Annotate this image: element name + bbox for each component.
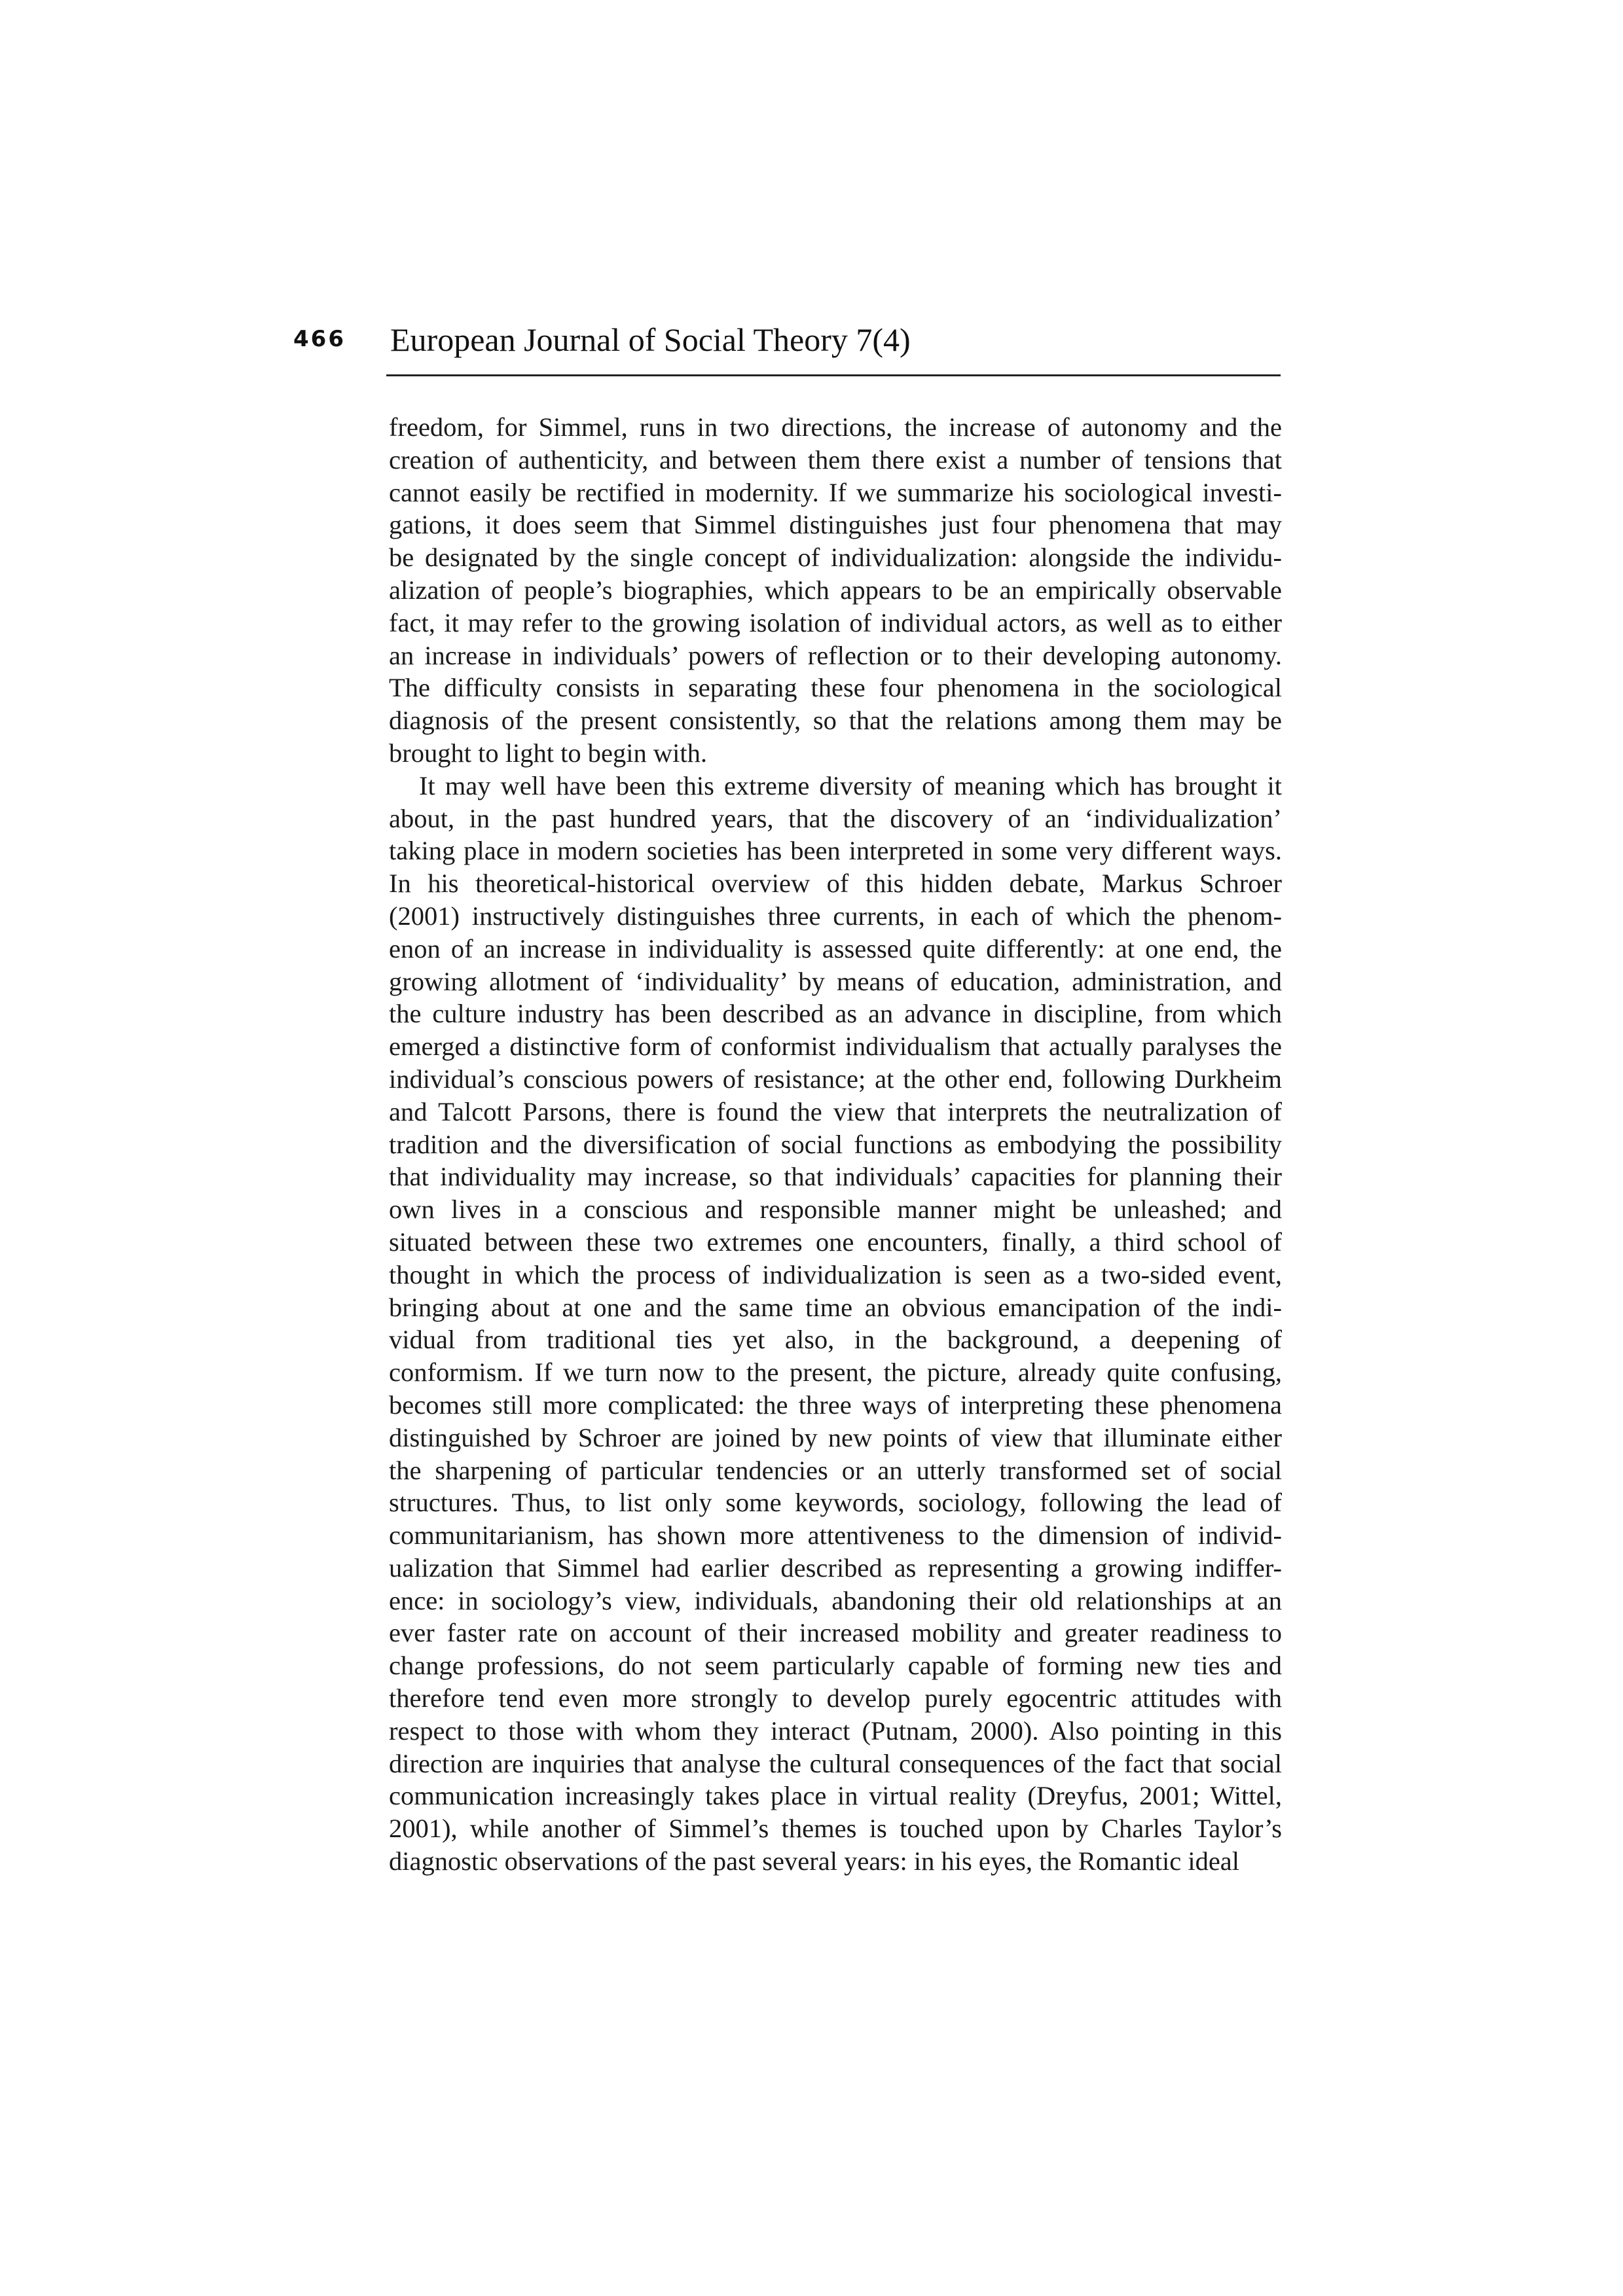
text-line: communication increasingly takes place in virtual reality (Dreyfus, 2001; Wittel,	[389, 1781, 1282, 1811]
text-line: diagnostic observations of the past several years: in his eyes, the Romantic ideal	[389, 1846, 1240, 1876]
text-line: change professions, do not seem particularly capable of forming new ties and	[389, 1651, 1282, 1681]
paragraph	[389, 411, 1282, 770]
text-line: the sharpening of particular tendencies or an utterly transformed set of social	[389, 1455, 1282, 1485]
text-line: fact, it may refer to the growing isolation of individual actors, as well as to either	[389, 607, 1282, 637]
text-line: an increase in individuals’ powers of reflection or to their developing autonomy.	[389, 640, 1282, 670]
text-line: communitarianism, has shown more attentiveness to the dimension of individ-	[389, 1520, 1282, 1551]
text-line: be designated by the single concept of individualization: alongside the individu-	[389, 543, 1282, 573]
text-line: own lives in a conscious and responsible manner might be unleashed; and	[389, 1194, 1282, 1225]
body-text	[389, 411, 1282, 1878]
text-line: the culture industry has been described as an advance in discipline, from which	[389, 999, 1282, 1029]
text-line: growing allotment of ‘individuality’ by means of education, administration, and	[389, 966, 1282, 996]
text-line: (2001) instructively distinguishes three currents, in each of which the phenom-	[389, 901, 1282, 931]
text-line: respect to those with whom they interact (Putnam, 2000). Also pointing in this	[389, 1715, 1282, 1746]
text-line: distinguished by Schroer are joined by new points of view that illuminate either	[389, 1422, 1282, 1452]
text-line: situated between these two extremes one encounters, finally, a third school of	[389, 1227, 1282, 1257]
text-line: that individuality may increase, so that individuals’ capacities for planning their	[389, 1162, 1282, 1192]
text-line: thought in which the process of individualization is seen as a two-sided event,	[389, 1259, 1282, 1289]
text-line: brought to light to begin with.	[389, 738, 707, 768]
text-line: The difficulty consists in separating these four phenomena in the sociological	[389, 673, 1282, 703]
text-line: diagnosis of the present consistently, so that the relations among them may be	[389, 706, 1282, 736]
text-line: individual’s conscious powers of resistance; at the other end, following Durkheim	[389, 1064, 1282, 1094]
text-line: becomes still more complicated: the three ways of interpreting these phenomena	[389, 1390, 1282, 1420]
text-line: about, in the past hundred years, that the discovery of an ‘individualization’	[389, 803, 1282, 833]
text-line: emerged a distinctive form of conformist individualism that actually paralyses the	[389, 1031, 1282, 1062]
text-line: 2001), while another of Simmel’s themes is touched upon by Charles Taylor’s	[389, 1814, 1282, 1844]
page-number: 466	[293, 326, 346, 352]
text-line: ence: in sociology’s view, individuals, abandoning their old relationships at an	[389, 1585, 1282, 1615]
text-line: structures. Thus, to list only some keywords, sociology, following the lead of	[389, 1488, 1282, 1518]
text-line: gations, it does seem that Simmel distinguishes just four phenomena that may	[389, 510, 1282, 540]
text-line: tradition and the diversification of social functions as embodying the possibility	[389, 1129, 1282, 1159]
text-line: taking place in modern societies has been interpreted in some very different ways.	[389, 836, 1282, 866]
journal-title: European Journal of Social Theory 7(4)	[390, 321, 911, 358]
text-line: freedom, for Simmel, runs in two directions, the increase of autonomy and the	[389, 412, 1282, 442]
paragraph	[389, 770, 1282, 1878]
text-line: enon of an increase in individuality is assessed quite differently: at one end, the	[389, 933, 1282, 963]
text-line: alization of people’s biographies, which appears to be an empirically observable	[389, 575, 1282, 605]
text-line: therefore tend even more strongly to develop purely egocentric attitudes with	[389, 1683, 1282, 1713]
text-line: It may well have been this extreme diversity of meaning which has brought it	[419, 770, 1282, 800]
text-line: and Talcott Parsons, there is found the view that interprets the neutralization of	[389, 1096, 1282, 1126]
text-line: cannot easily be rectified in modernity. If we summarize his sociological investi-	[389, 477, 1282, 507]
text-line: creation of authenticity, and between them there exist a number of tensions that	[389, 444, 1282, 475]
text-line: In his theoretical-historical overview of this hidden debate, Markus Schroer	[389, 869, 1282, 899]
header-rule	[386, 374, 1281, 376]
text-line: ever faster rate on account of their increased mobility and greater readiness to	[389, 1618, 1282, 1648]
text-line: vidual from traditional ties yet also, in the background, a deepening of	[389, 1325, 1282, 1355]
text-line: ualization that Simmel had earlier described as representing a growing indiffer-	[389, 1552, 1282, 1583]
text-line: bringing about at one and the same time an obvious emancipation of the indi-	[389, 1292, 1282, 1322]
text-line: direction are inquiries that analyse the cultural consequences of the fact that social	[389, 1748, 1282, 1778]
text-line: conformism. If we turn now to the present, the picture, already quite confusing,	[389, 1357, 1282, 1388]
running-header	[0, 321, 1623, 373]
